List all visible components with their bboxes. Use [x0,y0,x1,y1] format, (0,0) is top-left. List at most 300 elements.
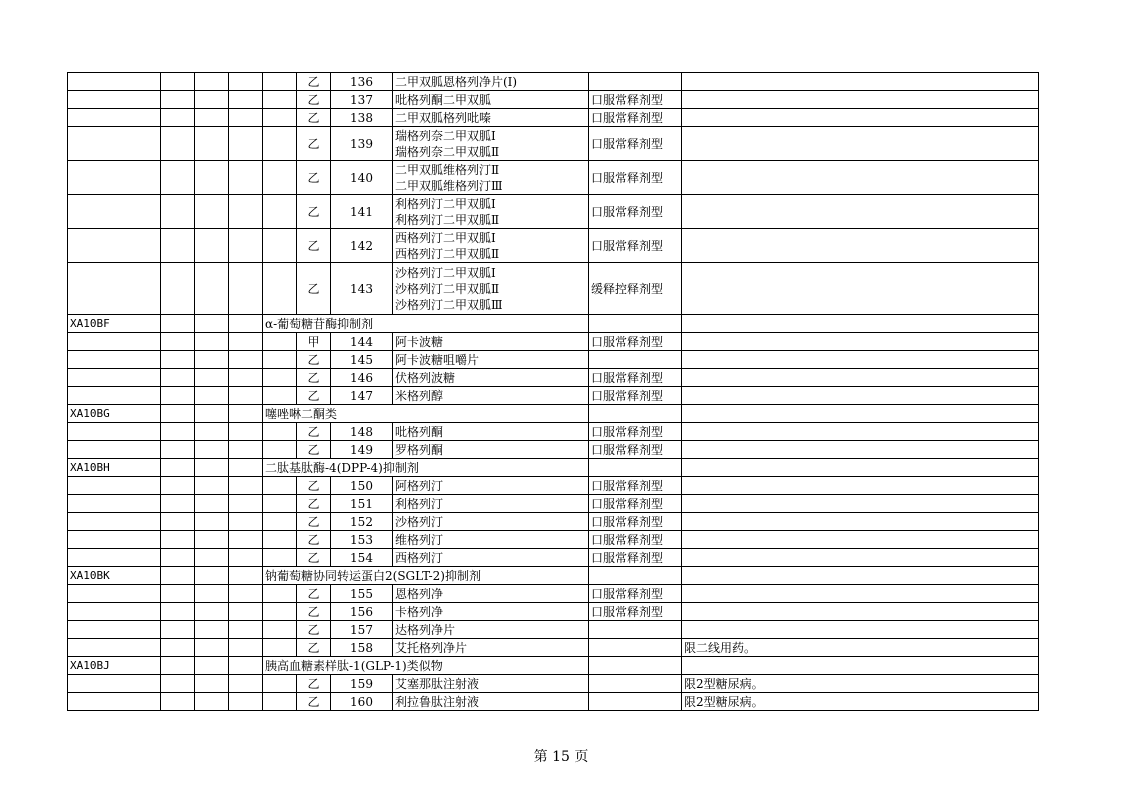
category-name-cell: 胰高血糖素样肽-1(GLP-1)类似物 [263,657,589,675]
empty-cell [589,405,682,423]
dosage-form-cell: 口服常释剂型 [589,195,682,229]
drug-number-cell: 146 [331,369,393,387]
dosage-form-cell: 口服常释剂型 [589,531,682,549]
empty-cell [161,333,195,351]
dosage-form-cell: 口服常释剂型 [589,127,682,161]
empty-cell [263,531,297,549]
empty-cell [68,127,161,161]
empty-cell [161,693,195,711]
drug-type-cell: 乙 [297,229,331,263]
drug-number-cell: 142 [331,229,393,263]
empty-cell [195,263,229,315]
drug-name-cell: 阿格列汀 [393,477,589,495]
empty-cell [68,693,161,711]
empty-cell [195,513,229,531]
category-code-cell: XA10BF [68,315,161,333]
drug-number-cell: 145 [331,351,393,369]
drug-type-cell: 乙 [297,351,331,369]
empty-cell [263,195,297,229]
empty-cell [229,405,263,423]
category-code-cell: XA10BH [68,459,161,477]
empty-cell [161,657,195,675]
drug-name-cell: 卡格列净 [393,603,589,621]
empty-cell [195,351,229,369]
empty-cell [68,495,161,513]
category-name-cell: α-葡萄糖苷酶抑制剂 [263,315,589,333]
category-row [68,315,1039,333]
drug-name-cell: 二甲双胍维格列汀Ⅱ 二甲双胍维格列汀Ⅲ [393,161,589,195]
empty-cell [229,441,263,459]
empty-cell [195,405,229,423]
empty-cell [229,423,263,441]
empty-cell [263,229,297,263]
dosage-form-cell: 口服常释剂型 [589,109,682,127]
table-row [68,423,1039,441]
empty-cell [263,423,297,441]
empty-cell [263,263,297,315]
table-row [68,73,1039,91]
empty-cell [68,513,161,531]
drug-type-cell: 乙 [297,693,331,711]
empty-cell [229,513,263,531]
empty-cell [195,549,229,567]
category-row [68,567,1039,585]
empty-cell [161,351,195,369]
drug-name-cell: 沙格列汀二甲双胍Ⅰ 沙格列汀二甲双胍Ⅱ 沙格列汀二甲双胍Ⅲ [393,263,589,315]
empty-cell [229,549,263,567]
empty-cell [229,73,263,91]
dosage-form-cell: 口服常释剂型 [589,369,682,387]
drug-type-cell: 甲 [297,333,331,351]
category-row [68,459,1039,477]
remark-cell [682,603,1039,621]
empty-cell [229,263,263,315]
empty-cell [229,693,263,711]
empty-cell [229,603,263,621]
empty-cell [161,127,195,161]
drug-name-cell: 阿卡波糖 [393,333,589,351]
empty-cell [263,333,297,351]
drug-type-cell: 乙 [297,369,331,387]
dosage-form-cell [589,693,682,711]
empty-cell [195,315,229,333]
empty-cell [589,657,682,675]
empty-cell [229,127,263,161]
drug-name-cell: 利格列汀 [393,495,589,513]
empty-cell [263,127,297,161]
category-name-cell: 钠葡萄糖协同转运蛋白2(SGLT-2)抑制剂 [263,567,589,585]
drug-type-cell: 乙 [297,639,331,657]
empty-cell [682,405,1039,423]
empty-cell [263,639,297,657]
table-row [68,513,1039,531]
drug-name-cell: 伏格列波糖 [393,369,589,387]
drug-number-cell: 137 [331,91,393,109]
remark-cell [682,531,1039,549]
empty-cell [229,315,263,333]
empty-cell [161,549,195,567]
table-row [68,603,1039,621]
empty-cell [161,531,195,549]
empty-cell [68,369,161,387]
empty-cell [68,603,161,621]
remark-cell [682,477,1039,495]
table-row [68,639,1039,657]
empty-cell [195,675,229,693]
dosage-form-cell: 口服常释剂型 [589,603,682,621]
table-row [68,441,1039,459]
empty-cell [68,73,161,91]
drug-name-cell: 米格列醇 [393,387,589,405]
empty-cell [161,315,195,333]
table-row [68,161,1039,195]
category-name-cell: 噻唑啉二酮类 [263,405,589,423]
dosage-form-cell: 口服常释剂型 [589,585,682,603]
drug-name-cell: 吡格列酮二甲双胍 [393,91,589,109]
dosage-form-cell: 口服常释剂型 [589,495,682,513]
empty-cell [161,109,195,127]
drug-type-cell: 乙 [297,161,331,195]
empty-cell [161,405,195,423]
table-row [68,333,1039,351]
empty-cell [195,495,229,513]
drug-type-cell: 乙 [297,495,331,513]
drug-type-cell: 乙 [297,91,331,109]
drug-name-cell: 达格列净片 [393,621,589,639]
empty-cell [195,91,229,109]
empty-cell [161,229,195,263]
empty-cell [589,459,682,477]
empty-cell [161,639,195,657]
drug-name-cell: 罗格列酮 [393,441,589,459]
empty-cell [161,513,195,531]
empty-cell [195,73,229,91]
dosage-form-cell [589,639,682,657]
drug-type-cell: 乙 [297,127,331,161]
table-row [68,585,1039,603]
remark-cell [682,549,1039,567]
empty-cell [195,459,229,477]
empty-cell [195,567,229,585]
table-row [68,351,1039,369]
drug-name-cell: 艾托格列净片 [393,639,589,657]
dosage-form-cell: 口服常释剂型 [589,423,682,441]
empty-cell [263,109,297,127]
drug-name-cell: 艾塞那肽注射液 [393,675,589,693]
empty-cell [195,639,229,657]
drug-number-cell: 148 [331,423,393,441]
dosage-form-cell: 口服常释剂型 [589,161,682,195]
empty-cell [229,477,263,495]
empty-cell [68,161,161,195]
empty-cell [68,621,161,639]
drug-number-cell: 140 [331,161,393,195]
empty-cell [263,369,297,387]
drug-type-cell: 乙 [297,109,331,127]
empty-cell [263,549,297,567]
empty-cell [161,603,195,621]
empty-cell [263,603,297,621]
empty-cell [589,315,682,333]
dosage-form-cell: 口服常释剂型 [589,333,682,351]
empty-cell [229,531,263,549]
empty-cell [229,621,263,639]
drug-type-cell: 乙 [297,675,331,693]
drug-type-cell: 乙 [297,531,331,549]
drug-type-cell: 乙 [297,263,331,315]
empty-cell [263,91,297,109]
empty-cell [263,477,297,495]
empty-cell [161,459,195,477]
category-row [68,657,1039,675]
remark-cell [682,333,1039,351]
empty-cell [161,73,195,91]
remark-cell [682,127,1039,161]
empty-cell [229,229,263,263]
empty-cell [161,369,195,387]
table-row [68,263,1039,315]
table-row [68,91,1039,109]
table-row [68,549,1039,567]
empty-cell [68,229,161,263]
empty-cell [682,459,1039,477]
empty-cell [263,621,297,639]
empty-cell [229,387,263,405]
table-row [68,693,1039,711]
empty-cell [195,369,229,387]
category-code-cell: XA10BJ [68,657,161,675]
drug-name-cell: 瑞格列奈二甲双胍Ⅰ 瑞格列奈二甲双胍Ⅱ [393,127,589,161]
remark-cell [682,441,1039,459]
empty-cell [195,195,229,229]
empty-cell [195,229,229,263]
table-row [68,675,1039,693]
dosage-form-cell: 口服常释剂型 [589,229,682,263]
empty-cell [263,387,297,405]
empty-cell [195,127,229,161]
empty-cell [68,109,161,127]
remark-cell: 限2型糖尿病。 [682,693,1039,711]
empty-cell [161,477,195,495]
remark-cell [682,91,1039,109]
empty-cell [229,109,263,127]
empty-cell [229,369,263,387]
empty-cell [195,477,229,495]
remark-cell [682,73,1039,91]
remark-cell [682,229,1039,263]
empty-cell [263,161,297,195]
dosage-form-cell: 口服常释剂型 [589,441,682,459]
empty-cell [68,195,161,229]
drug-number-cell: 139 [331,127,393,161]
drug-type-cell: 乙 [297,621,331,639]
drug-number-cell: 156 [331,603,393,621]
table-row [68,495,1039,513]
empty-cell [263,513,297,531]
table-row [68,195,1039,229]
table-row [68,229,1039,263]
table-row [68,477,1039,495]
empty-cell [263,495,297,513]
empty-cell [263,73,297,91]
empty-cell [195,693,229,711]
empty-cell [229,195,263,229]
drug-catalog-table [67,72,1039,711]
drug-type-cell: 乙 [297,477,331,495]
empty-cell [161,621,195,639]
empty-cell [195,621,229,639]
remark-cell [682,161,1039,195]
empty-cell [589,567,682,585]
remark-cell [682,387,1039,405]
table-row [68,621,1039,639]
drug-number-cell: 149 [331,441,393,459]
empty-cell [263,675,297,693]
empty-cell [68,531,161,549]
drug-name-cell: 利拉鲁肽注射液 [393,693,589,711]
empty-cell [195,333,229,351]
drug-number-cell: 150 [331,477,393,495]
empty-cell [68,585,161,603]
empty-cell [161,387,195,405]
remark-cell [682,585,1039,603]
drug-type-cell: 乙 [297,513,331,531]
drug-type-cell: 乙 [297,441,331,459]
empty-cell [68,477,161,495]
remark-cell [682,513,1039,531]
empty-cell [161,585,195,603]
empty-cell [229,495,263,513]
category-code-cell: XA10BG [68,405,161,423]
dosage-form-cell: 口服常释剂型 [589,513,682,531]
remark-cell [682,495,1039,513]
dosage-form-cell [589,73,682,91]
remark-cell [682,263,1039,315]
empty-cell [682,315,1039,333]
table-row [68,369,1039,387]
drug-number-cell: 141 [331,195,393,229]
empty-cell [161,567,195,585]
drug-name-cell: 二甲双胍格列吡嗪 [393,109,589,127]
empty-cell [161,161,195,195]
empty-cell [68,549,161,567]
remark-cell [682,369,1039,387]
drug-number-cell: 155 [331,585,393,603]
drug-number-cell: 152 [331,513,393,531]
drug-type-cell: 乙 [297,603,331,621]
empty-cell [161,675,195,693]
empty-cell [263,351,297,369]
empty-cell [161,91,195,109]
empty-cell [195,161,229,195]
dosage-form-cell: 缓释控释剂型 [589,263,682,315]
empty-cell [68,333,161,351]
empty-cell [161,423,195,441]
drug-name-cell: 二甲双胍恩格列净片(Ⅰ) [393,73,589,91]
dosage-form-cell [589,351,682,369]
page-number: 第 15 页 [533,749,589,765]
drug-name-cell: 沙格列汀 [393,513,589,531]
drug-name-cell: 恩格列净 [393,585,589,603]
empty-cell [161,495,195,513]
dosage-form-cell [589,621,682,639]
table-row [68,127,1039,161]
drug-number-cell: 147 [331,387,393,405]
drug-type-cell: 乙 [297,585,331,603]
drug-name-cell: 维格列汀 [393,531,589,549]
empty-cell [263,441,297,459]
drug-number-cell: 138 [331,109,393,127]
category-name-cell: 二肽基肽酶-4(DPP-4)抑制剂 [263,459,589,477]
empty-cell [68,91,161,109]
empty-cell [195,441,229,459]
dosage-form-cell [589,675,682,693]
empty-cell [68,387,161,405]
drug-number-cell: 158 [331,639,393,657]
empty-cell [229,459,263,477]
empty-cell [68,675,161,693]
empty-cell [161,441,195,459]
empty-cell [229,585,263,603]
empty-cell [682,657,1039,675]
empty-cell [195,387,229,405]
drug-name-cell: 阿卡波糖咀嚼片 [393,351,589,369]
remark-cell [682,351,1039,369]
dosage-form-cell: 口服常释剂型 [589,477,682,495]
empty-cell [229,567,263,585]
empty-cell [263,585,297,603]
empty-cell [195,109,229,127]
empty-cell [229,675,263,693]
remark-cell: 限2型糖尿病。 [682,675,1039,693]
empty-cell [68,441,161,459]
empty-cell [263,693,297,711]
empty-cell [68,263,161,315]
empty-cell [195,423,229,441]
empty-cell [68,351,161,369]
drug-type-cell: 乙 [297,423,331,441]
drug-number-cell: 153 [331,531,393,549]
drug-type-cell: 乙 [297,549,331,567]
drug-number-cell: 154 [331,549,393,567]
drug-number-cell: 151 [331,495,393,513]
dosage-form-cell: 口服常释剂型 [589,91,682,109]
drug-type-cell: 乙 [297,73,331,91]
empty-cell [229,91,263,109]
empty-cell [229,161,263,195]
empty-cell [229,639,263,657]
empty-cell [682,567,1039,585]
remark-cell [682,423,1039,441]
drug-number-cell: 157 [331,621,393,639]
empty-cell [195,603,229,621]
remark-cell: 限二线用药。 [682,639,1039,657]
category-code-cell: XA10BK [68,567,161,585]
empty-cell [195,657,229,675]
table-row [68,109,1039,127]
empty-cell [161,263,195,315]
dosage-form-cell: 口服常释剂型 [589,549,682,567]
empty-cell [68,423,161,441]
table-row [68,387,1039,405]
drug-type-cell: 乙 [297,387,331,405]
category-row [68,405,1039,423]
drug-number-cell: 159 [331,675,393,693]
drug-type-cell: 乙 [297,195,331,229]
empty-cell [229,333,263,351]
remark-cell [682,621,1039,639]
empty-cell [229,351,263,369]
